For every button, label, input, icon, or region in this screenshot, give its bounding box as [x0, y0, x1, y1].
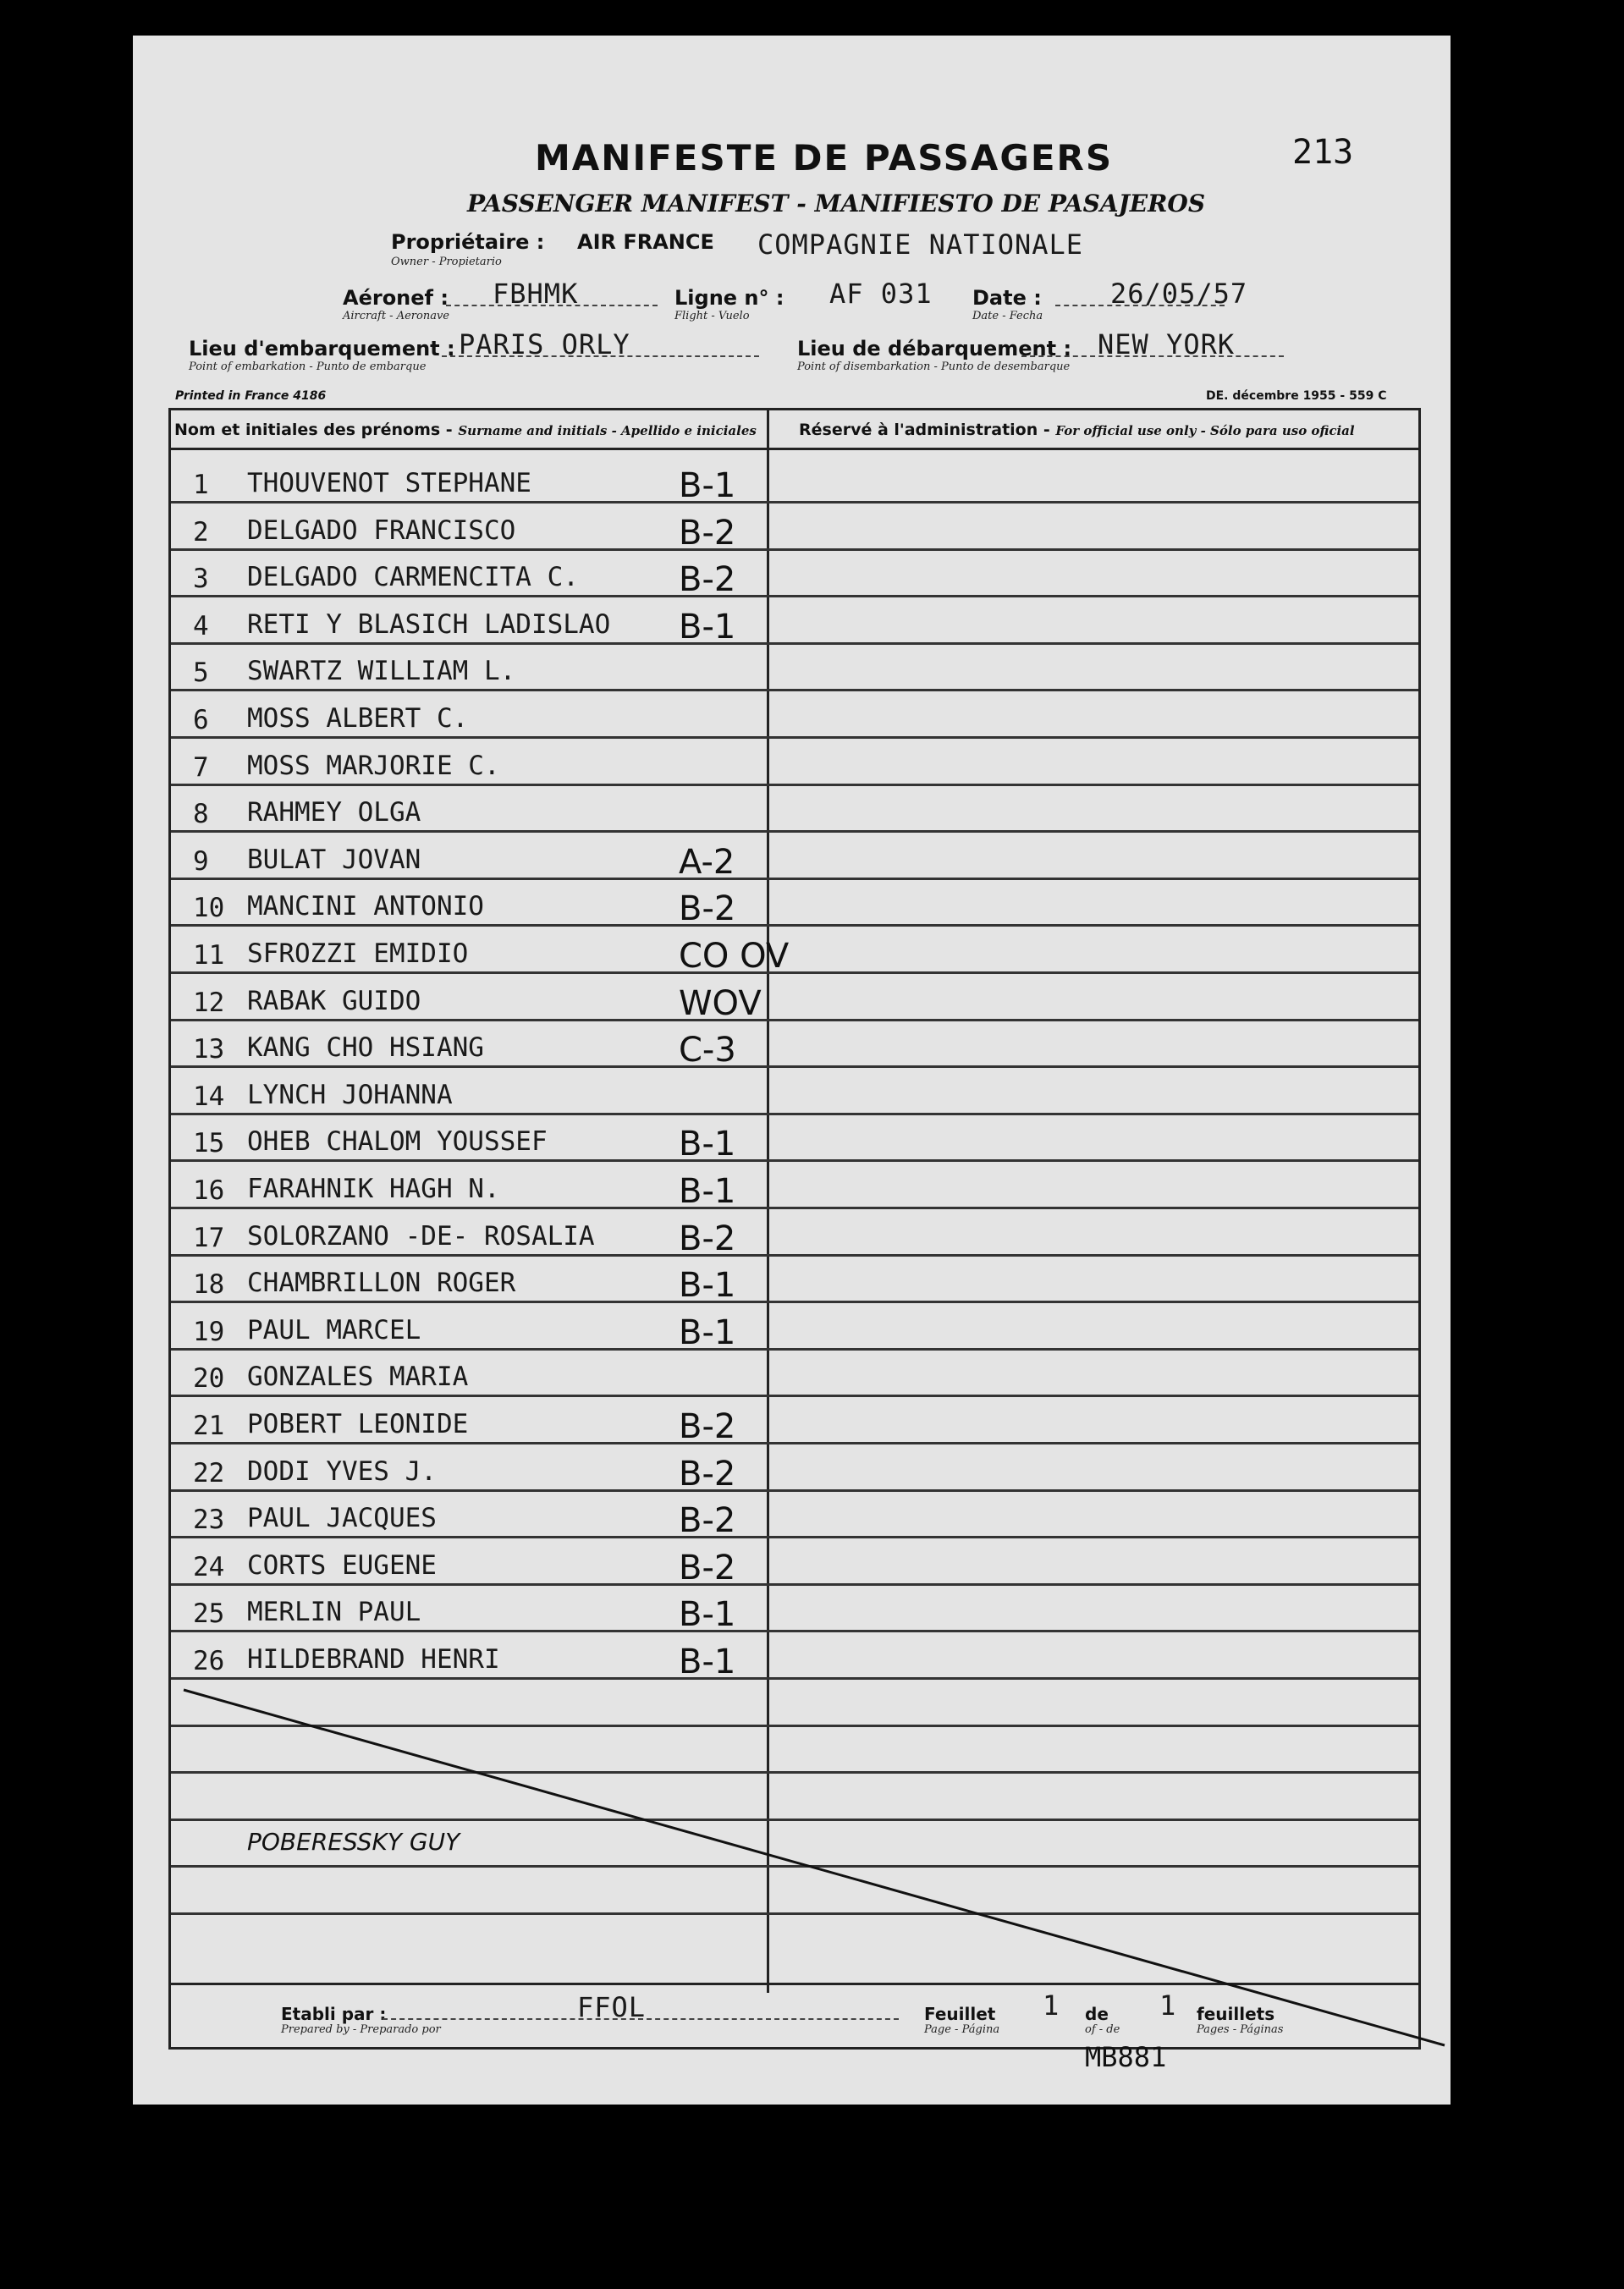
passenger-name: SOLORZANO -DE- ROSALIA — [247, 1220, 595, 1252]
embark-sub: Point of embarkation - Punto de embarque — [189, 360, 427, 373]
date-label: Date : — [972, 286, 1042, 310]
passenger-name: RETI Y BLASICH LADISLAO — [247, 608, 611, 640]
handwritten-mark: A-2 — [679, 842, 735, 882]
owner-sub: Owner - Propietario — [391, 256, 502, 268]
row-number: 21 — [193, 1411, 225, 1441]
row-number: 20 — [193, 1363, 225, 1395]
row-number: 18 — [193, 1269, 225, 1301]
row-number: 15 — [193, 1128, 225, 1159]
passenger-name: DELGADO CARMENCITA C. — [247, 562, 579, 593]
aircraft-sub: Aircraft - Aeronave — [343, 310, 449, 322]
handwritten-mark: B-1 — [679, 607, 736, 647]
manifest-page — [133, 36, 1451, 2105]
printed-note: Printed in France 4186 — [175, 389, 327, 403]
passenger-name: DELGADO FRANCISCO — [247, 514, 516, 546]
handwritten-mark: B-2 — [679, 1548, 736, 1587]
row-number: 8 — [193, 799, 209, 830]
passenger-name: SFROZZI EMIDIO — [247, 938, 469, 969]
row-number: 3 — [193, 564, 209, 595]
handwritten-mark: WOV — [679, 983, 762, 1023]
passenger-name: THOUVENOT STEPHANE — [247, 468, 531, 498]
flight-value: AF 031 — [829, 278, 933, 310]
handwritten-mark: CO OV — [679, 937, 790, 976]
page-title: MANIFESTE DE PASSAGERS — [535, 137, 1114, 179]
handwritten-mark: B-2 — [679, 560, 736, 600]
row-number: 2 — [193, 516, 209, 547]
annotation-21: POBERESSKY GUY — [247, 1828, 460, 1856]
sheet-total: 1 — [1159, 1989, 1177, 2022]
page-number: 213 — [1292, 133, 1354, 172]
passenger-name: DODI YVES J. — [247, 1455, 437, 1487]
owner-value: AIR FRANCE — [577, 230, 714, 254]
passenger-name: SWARTZ WILLIAM L. — [247, 656, 516, 687]
disembark-label: Lieu de débarquement : — [797, 337, 1072, 360]
page-subtitle: PASSENGER MANIFEST - MANIFIESTO DE PASAJEROS — [467, 190, 1206, 217]
passenger-name: MERLIN PAUL — [247, 1597, 421, 1628]
handwritten-mark: B-1 — [679, 1125, 736, 1164]
prepared-label: Etabli par : — [281, 2004, 387, 2024]
passenger-name: OHEB CHALOM YOUSSEF — [247, 1126, 548, 1158]
handwritten-mark: C-3 — [679, 1031, 736, 1070]
date-sub: Date - Fecha — [972, 310, 1043, 322]
handwritten-mark: B-1 — [679, 466, 736, 505]
row-number: 26 — [193, 1646, 225, 1676]
passenger-name: HILDEBRAND HENRI — [247, 1644, 500, 1675]
sheet-label: Feuillet — [924, 2004, 996, 2024]
handwritten-mark: B-1 — [679, 1595, 736, 1635]
disembark-sub: Point of disembarkation - Punto de desembarque — [797, 360, 1071, 373]
passenger-name: MOSS ALBERT C. — [247, 703, 469, 734]
prepared-sub: Prepared by - Preparado por — [281, 2023, 441, 2036]
disembark-value: NEW YORK — [1098, 328, 1236, 360]
row-number: 17 — [193, 1222, 225, 1253]
prepared-value: FFOL — [577, 1991, 647, 2023]
flight-sub: Flight - Vuelo — [674, 310, 750, 322]
owner-label: Propriétaire : — [391, 230, 545, 254]
handwritten-mark: B-2 — [679, 889, 736, 929]
row-number: 9 — [193, 845, 209, 877]
passenger-name: PAUL MARCEL — [247, 1314, 421, 1345]
aircraft-value: FBHMK — [493, 278, 579, 310]
passenger-name: CORTS EUGENE — [247, 1549, 437, 1581]
stamp-number: MB881 — [1085, 2041, 1167, 2073]
col2-header: Réservé à l'administration - For official use only - Sólo para uso oficial — [799, 421, 1355, 439]
handwritten-mark: B-1 — [679, 1642, 736, 1681]
passenger-name: RABAK GUIDO — [247, 985, 421, 1016]
row-number: 11 — [193, 940, 225, 971]
row-number: 22 — [193, 1457, 225, 1488]
embark-value: PARIS ORLY — [459, 328, 630, 360]
passenger-name: MANCINI ANTONIO — [247, 891, 484, 922]
row-number: 6 — [193, 705, 209, 735]
row-number: 12 — [193, 987, 225, 1018]
owner-typed: COMPAGNIE NATIONALE — [757, 228, 1084, 261]
handwritten-mark: B-2 — [679, 1454, 736, 1494]
form-code: DE. décembre 1955 - 559 C — [1206, 389, 1387, 403]
row-number: 24 — [193, 1551, 225, 1582]
passenger-name: LYNCH JOHANNA — [247, 1079, 453, 1110]
passenger-name: FARAHNIK HAGH N. — [247, 1174, 500, 1204]
row-number: 4 — [193, 610, 209, 641]
row-number: 25 — [193, 1598, 225, 1630]
passenger-name: RAHMEY OLGA — [247, 797, 421, 828]
passenger-name: PAUL JACQUES — [247, 1503, 437, 1534]
sheet-value: 1 — [1043, 1989, 1060, 2022]
handwritten-mark: B-1 — [679, 1172, 736, 1211]
row-number: 1 — [193, 470, 209, 500]
row-number: 10 — [193, 893, 225, 924]
sheet-total-label: feuillets — [1197, 2004, 1275, 2024]
passenger-name: POBERT LEONIDE — [247, 1409, 469, 1439]
row-number: 23 — [193, 1505, 225, 1536]
sheet-sub: Page - Página — [924, 2023, 1000, 2036]
date-value: 26/05/57 — [1110, 278, 1248, 310]
row-number: 7 — [193, 751, 209, 783]
flight-label: Ligne n° : — [674, 286, 784, 310]
aircraft-label: Aéronef : — [343, 286, 449, 310]
handwritten-mark: B-1 — [679, 1312, 736, 1352]
embark-label: Lieu d'embarquement : — [189, 337, 455, 360]
passenger-name: GONZALES MARIA — [247, 1362, 469, 1393]
handwritten-mark: B-1 — [679, 1266, 736, 1306]
passenger-name: MOSS MARJORIE C. — [247, 750, 500, 781]
handwritten-mark: B-2 — [679, 1407, 736, 1446]
row-number: 5 — [193, 658, 209, 689]
handwritten-mark: B-2 — [679, 1501, 736, 1541]
row-number: 13 — [193, 1034, 225, 1065]
row-number: 16 — [193, 1175, 225, 1206]
sheet-of-label: de — [1085, 2004, 1109, 2024]
sheet-of-sub: of - de — [1085, 2023, 1120, 2036]
passenger-name: KANG CHO HSIANG — [247, 1032, 484, 1064]
handwritten-mark: B-2 — [679, 1219, 736, 1258]
passenger-name: BULAT JOVAN — [247, 844, 421, 875]
row-number: 14 — [193, 1081, 225, 1112]
col1-header: Nom et initiales des prénoms - Surname and initials - Apellido e iniciales — [174, 421, 757, 439]
handwritten-mark: B-2 — [679, 513, 736, 553]
passenger-name: CHAMBRILLON ROGER — [247, 1268, 516, 1299]
sheet-total-sub: Pages - Páginas — [1197, 2023, 1284, 2036]
row-number: 19 — [193, 1316, 225, 1347]
cancel-stroke — [133, 36, 1451, 2105]
